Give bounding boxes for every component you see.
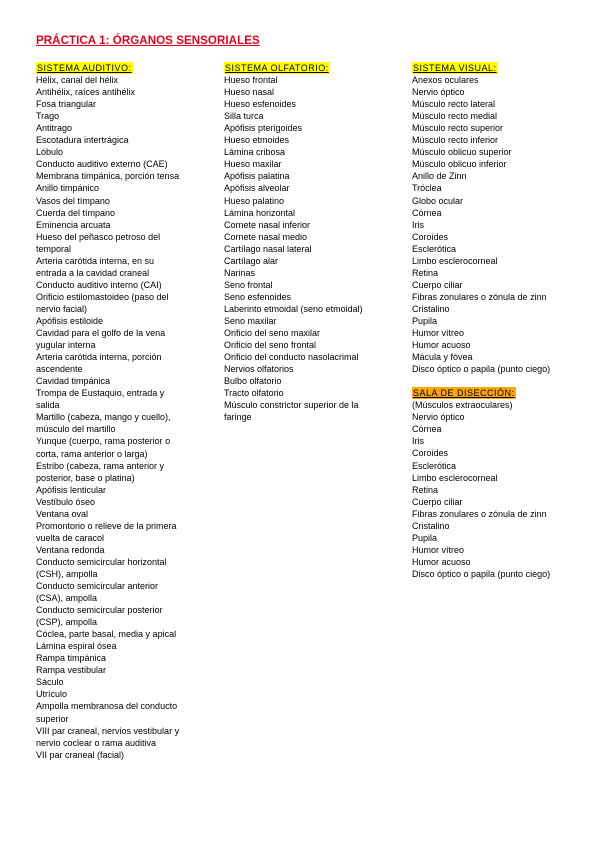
list-item: Globo ocular (412, 195, 464, 206)
list-item: Narinas (224, 267, 256, 278)
list-item: Apófisis lenticular (36, 484, 107, 495)
list-item: Disco óptico o papila (punto ciego) (412, 568, 551, 579)
list-item: Cristalino (412, 520, 450, 531)
list-item: Coroides (412, 231, 449, 242)
list-item: Humor acuoso (412, 340, 471, 351)
list-item: Escotadura intertrágica (36, 135, 129, 146)
list-item: Hueso esfenoides (224, 99, 297, 110)
list-item: Laberinto etmoidal (seno etmoidal) (224, 303, 363, 314)
list-item: Orificio del seno frontal (224, 340, 317, 351)
list-item: Lámina horizontal (224, 207, 296, 218)
list-item: Promontorio o relieve de la primera vuelta de caracol (36, 520, 177, 543)
list-item: Membrana timpánica, porción tensa (36, 171, 180, 182)
list-item: Músculo recto lateral (412, 99, 496, 110)
list-item: Sáculo (36, 677, 64, 688)
list-item: Tróclea (412, 183, 442, 194)
list-item: Apófisis pterigoides (224, 123, 303, 134)
list-item: Cóclea, parte basal, media y apical (36, 629, 177, 640)
list-item: Limbo esclerocorneal (412, 255, 498, 266)
list-item: Iris (412, 436, 424, 447)
list-item: Músculo constrictor superior de la faringe (224, 400, 359, 423)
list-item: Anillo de Zinn (412, 171, 467, 182)
list-item: Músculo recto inferior (412, 135, 499, 146)
list-item: Anexos oculares (412, 75, 479, 86)
list-item: Cornete nasal inferior (224, 219, 311, 230)
list-item: Córnea (412, 424, 442, 435)
list-item: Cuerda del tímpano (36, 207, 116, 218)
list-item: Apófisis alveolar (224, 183, 290, 194)
list-item: Cornete nasal medio (224, 231, 308, 242)
list-item: Apófisis palatina (224, 171, 290, 182)
list-item: Nervio óptico (412, 412, 465, 423)
list-item: Hueso palatino (224, 195, 285, 206)
list-item: Anillo timpánico (36, 183, 100, 194)
list-item: Trompa de Eustaquio, entrada y salida (36, 388, 165, 411)
auditivo-list (36, 74, 186, 761)
list-item: Bulbo olfatorio (224, 376, 282, 387)
list-item: Cristalino (412, 303, 450, 314)
list-item: Trago (36, 111, 60, 122)
list-item: Antihélix, raíces antihélix (36, 87, 136, 98)
auditivo-heading: SISTEMA AUDITIVO: (37, 63, 132, 73)
list-item: Arteria carótida interna, porción ascendente (36, 352, 162, 375)
list-item: Pupila (412, 315, 438, 326)
olfatorio-heading: SISTEMA OLFATORIO: (225, 63, 329, 73)
list-item: Músculo recto superior (412, 123, 504, 134)
list-item: Conducto auditivo externo (CAE) (36, 159, 168, 170)
list-item: Estribo (cabeza, rama anterior y posterior, base o platina) (36, 460, 165, 483)
list-item: Eminencia arcuata (36, 219, 111, 230)
list-item: Nervios olfatorios (224, 364, 294, 375)
list-item: Esclerótica (412, 460, 457, 471)
list-item: Mácula y fóvea (412, 352, 473, 363)
list-item: Seno frontal (224, 279, 273, 290)
list-item: Disco óptico o papila (punto ciego) (412, 364, 551, 375)
list-item: Fibras zonulares o zónula de zinn (412, 508, 547, 519)
list-item: Humor vítreo (412, 544, 465, 555)
olfatorio-section (224, 62, 374, 423)
list-item: Tracto olfatorio (224, 388, 284, 399)
list-item: Cartílago alar (224, 255, 279, 266)
list-item: Ventana redonda (36, 544, 105, 555)
list-item: Esclerótica (412, 243, 457, 254)
list-item: Rampa vestibular (36, 665, 107, 676)
list-item: Cuerpo ciliar (412, 496, 463, 507)
list-item: VII par craneal (facial) (36, 749, 125, 760)
list-item: Músculo oblicuo inferior (412, 159, 507, 170)
list-item: Limbo esclerocorneal (412, 472, 498, 483)
list-item: Córnea (412, 207, 442, 218)
list-item: Vestíbulo óseo (36, 496, 96, 507)
list-item: Ventana oval (36, 508, 89, 519)
list-item: Orificio del conducto nasolacrimal (224, 352, 359, 363)
list-item: Iris (412, 219, 424, 230)
list-item: Martillo (cabeza, mango y cuello), músculo del martillo (36, 412, 171, 435)
list-item: Hueso etmoides (224, 135, 290, 146)
list-item: Hueso del peñasco petroso del temporal (36, 231, 161, 254)
list-item: Hueso frontal (224, 75, 278, 86)
list-item: Conducto semicircular horizontal (CSH), ampolla (36, 556, 167, 579)
list-item: Rampa timpánica (36, 653, 107, 664)
list-item: Conducto semicircular posterior (CSP), ampolla (36, 605, 163, 628)
list-item: Orificio estilomastoideo (paso del nervio facial) (36, 291, 169, 314)
list-item: Apófisis estiloide (36, 315, 104, 326)
olfatorio-list (224, 74, 374, 423)
list-item: Lámina cribosa (224, 147, 286, 158)
page-title: PRÁCTICA 1: ÓRGANOS SENSORIALES (36, 35, 260, 47)
list-item: Cartílago nasal lateral (224, 243, 312, 254)
list-item: Músculo oblicuo superior (412, 147, 512, 158)
list-item: Humor vítreo (412, 328, 465, 339)
list-item: Retina (412, 267, 439, 278)
list-item: Ampolla membranosa del conducto superior (36, 701, 178, 724)
diseccion-heading: SALA DE DISECCIÓN: (413, 388, 515, 399)
list-item: Orificio del seno maxilar (224, 328, 321, 339)
list-item: Retina (412, 484, 439, 495)
list-item: Cuerpo ciliar (412, 279, 463, 290)
list-item: Arteria carótida interna, en su entrada a la cavidad craneal (36, 255, 155, 278)
diseccion-list (412, 399, 572, 580)
list-item: Nervio óptico (412, 87, 465, 98)
list-item: Antitrago (36, 123, 73, 134)
list-item: Músculo recto medial (412, 111, 498, 122)
list-item: VIII par craneal, nervios vestibular y nervio coclear o rama auditiva (36, 725, 180, 748)
list-item: Coroides (412, 448, 449, 459)
list-item: Seno esfenoides (224, 291, 292, 302)
list-item: (Músculos extraoculares) (412, 400, 513, 411)
list-item: Lámina espiral ósea (36, 641, 117, 652)
list-item: Hueso maxilar (224, 159, 282, 170)
list-item: Conducto semicircular anterior (CSA), ampolla (36, 581, 159, 604)
list-item: Fosa triangular (36, 99, 97, 110)
list-item: Humor acuoso (412, 556, 471, 567)
list-item: Utrículo (36, 689, 68, 700)
list-item: Yunque (cuerpo, rama posterior o corta, rama anterior o larga) (36, 436, 171, 459)
list-item: Fibras zonulares o zónula de zinn (412, 291, 547, 302)
list-item: Conducto auditivo interno (CAI) (36, 279, 162, 290)
section-gap (412, 375, 572, 387)
list-item: Lóbulo (36, 147, 64, 158)
visual-list (412, 74, 572, 375)
auditivo-section (36, 62, 186, 761)
list-item: Pupila (412, 532, 438, 543)
list-item: Seno maxilar (224, 315, 277, 326)
list-item: Vasos del tímpano (36, 195, 110, 206)
list-item: Silla turca (224, 111, 264, 122)
list-item: Hélix, canal del hélix (36, 75, 119, 86)
list-item: Cavidad timpánica (36, 376, 111, 387)
visual-section (412, 62, 572, 580)
list-item: Cavidad para el golfo de la vena yugular interna (36, 328, 166, 351)
list-item: Hueso nasal (224, 87, 275, 98)
visual-heading: SISTEMA VISUAL: (413, 63, 497, 73)
